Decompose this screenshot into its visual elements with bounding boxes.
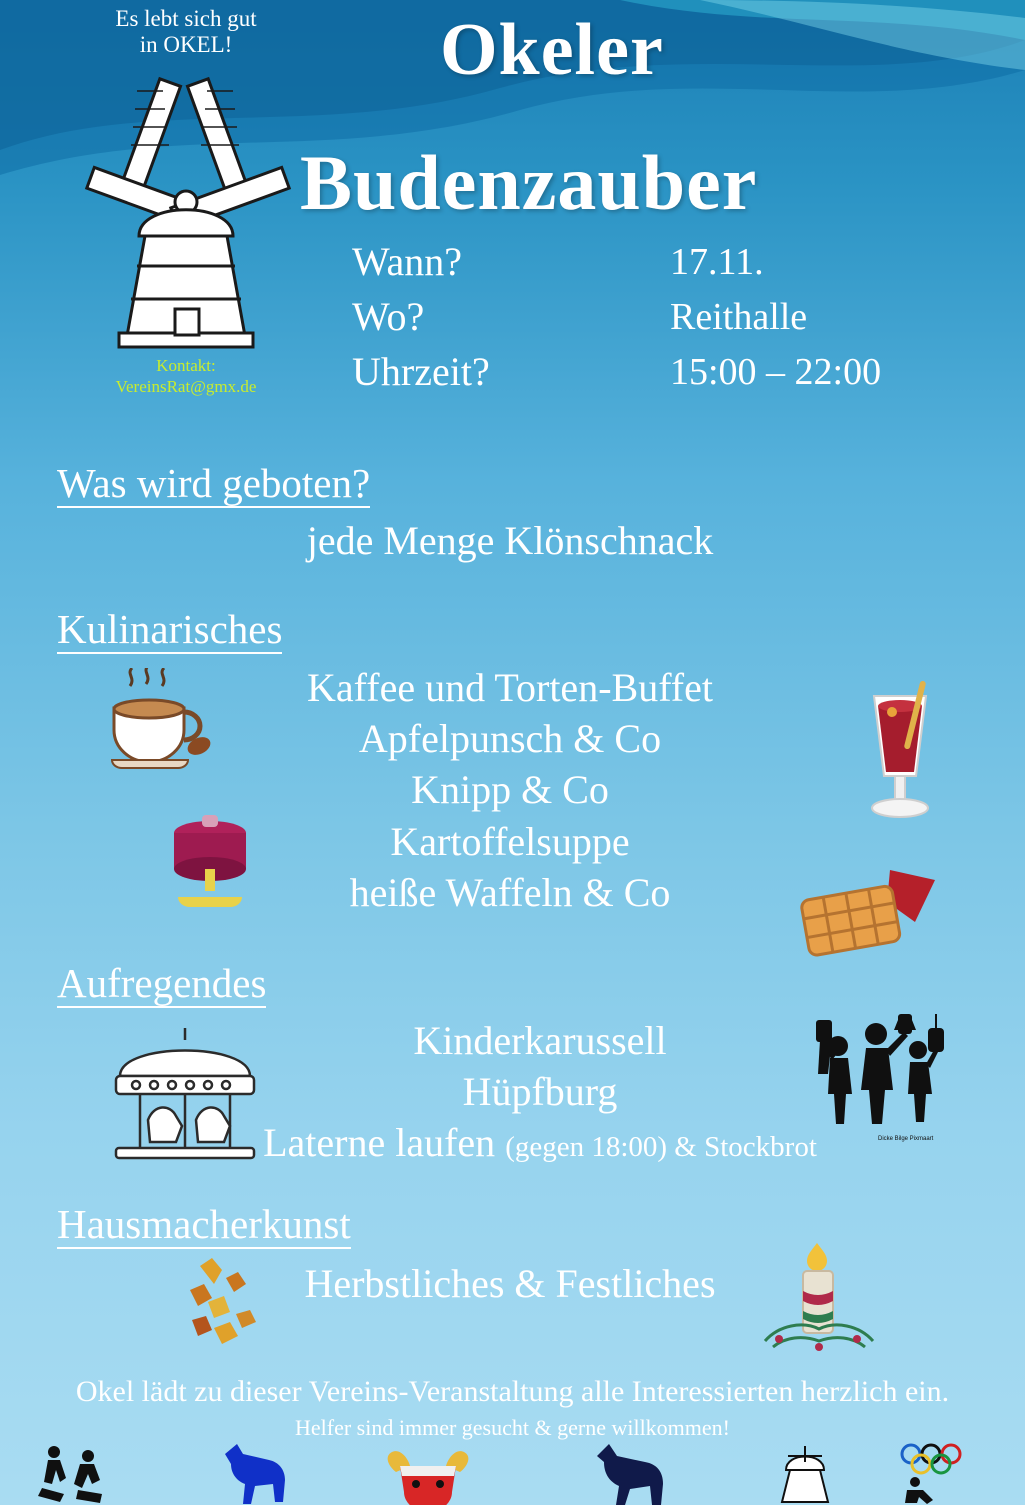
carnival-mask-icon xyxy=(378,1440,478,1505)
list-item: jede Menge Klönschnack xyxy=(306,518,714,563)
list-item: Kartoffelsuppe xyxy=(390,818,630,864)
horse-dark-icon xyxy=(575,1440,685,1505)
section-heading-kulinarisches: Kulinarisches xyxy=(57,608,282,654)
laterne-main: Laterne laufen xyxy=(263,1120,496,1166)
list-item: Apfelpunsch & Co xyxy=(358,716,662,762)
cake-icon xyxy=(150,805,270,915)
fact-row xyxy=(352,295,972,340)
laterne-detail: (gegen 18:00) & Stockbrot xyxy=(505,1131,817,1164)
kontakt-block xyxy=(36,355,336,398)
footer-line-1: Okel lädt zu dieser Vereins-Veranstaltung alle Interessierten herzlich ein. xyxy=(75,1375,950,1408)
coffee-cup-icon xyxy=(96,668,216,778)
fact-answer: Reithalle xyxy=(670,295,808,338)
fact-question: Uhrzeit? xyxy=(352,348,490,394)
kontakt-email: VereinsRat@gmx.de xyxy=(115,377,257,397)
svg-text:Dicke Bilge Pixmaart: Dicke Bilge Pixmaart xyxy=(878,1136,934,1142)
waffle-icon xyxy=(795,862,945,972)
list-item: Kinderkarussell xyxy=(413,1018,667,1063)
slogan xyxy=(36,6,336,59)
slogan-line-2: in OKEL! xyxy=(139,32,233,58)
fact-question: Wo? xyxy=(352,293,425,339)
list-item: Herbstliches & Festliches xyxy=(304,1261,716,1306)
section-heading-aufregendes: Aufregendes xyxy=(57,962,266,1008)
punch-glass-icon xyxy=(840,680,960,840)
list-item: Kaffee und Torten-Buffet xyxy=(307,665,713,710)
footer-line-2: Helfer sind immer gesucht & gerne willkommen! xyxy=(295,1415,730,1440)
section-heading-angebot: Was wird geboten? xyxy=(57,462,370,508)
autumn-leaves-icon xyxy=(178,1248,288,1358)
list-item: heiße Waffeln & Co xyxy=(349,869,671,915)
fact-answer: 15:00 – 22:00 xyxy=(670,350,882,393)
page-title-line-2: Budenzauber xyxy=(300,139,758,226)
fact-question: Wann? xyxy=(352,239,463,284)
event-facts xyxy=(352,240,972,404)
windmill-small-icon xyxy=(760,1440,850,1505)
fact-row xyxy=(352,350,972,395)
fact-answer: 17.11. xyxy=(670,241,764,283)
section-heading-hausmacherkunst: Hausmacherkunst xyxy=(57,1203,351,1249)
fact-row xyxy=(352,240,972,285)
acrobats-icon xyxy=(30,1440,120,1505)
page-title-line-1: Okeler xyxy=(440,9,664,91)
olympics-icon xyxy=(885,1440,985,1505)
list-item: Hüpfburg xyxy=(462,1069,618,1115)
logo-block xyxy=(36,6,336,397)
lantern-children-icon xyxy=(790,1000,960,1150)
list-item: Knipp & Co xyxy=(411,767,609,813)
slogan-line-1: Es lebt sich gut xyxy=(115,6,257,31)
kontakt-label: Kontakt: xyxy=(156,355,216,375)
bottom-icon-row xyxy=(0,1440,1025,1505)
candle-icon xyxy=(745,1235,895,1365)
horse-blue-icon xyxy=(205,1440,305,1505)
windmill-icon xyxy=(79,61,294,361)
section-items-angebot xyxy=(120,515,900,566)
carousel-icon xyxy=(100,1020,270,1170)
